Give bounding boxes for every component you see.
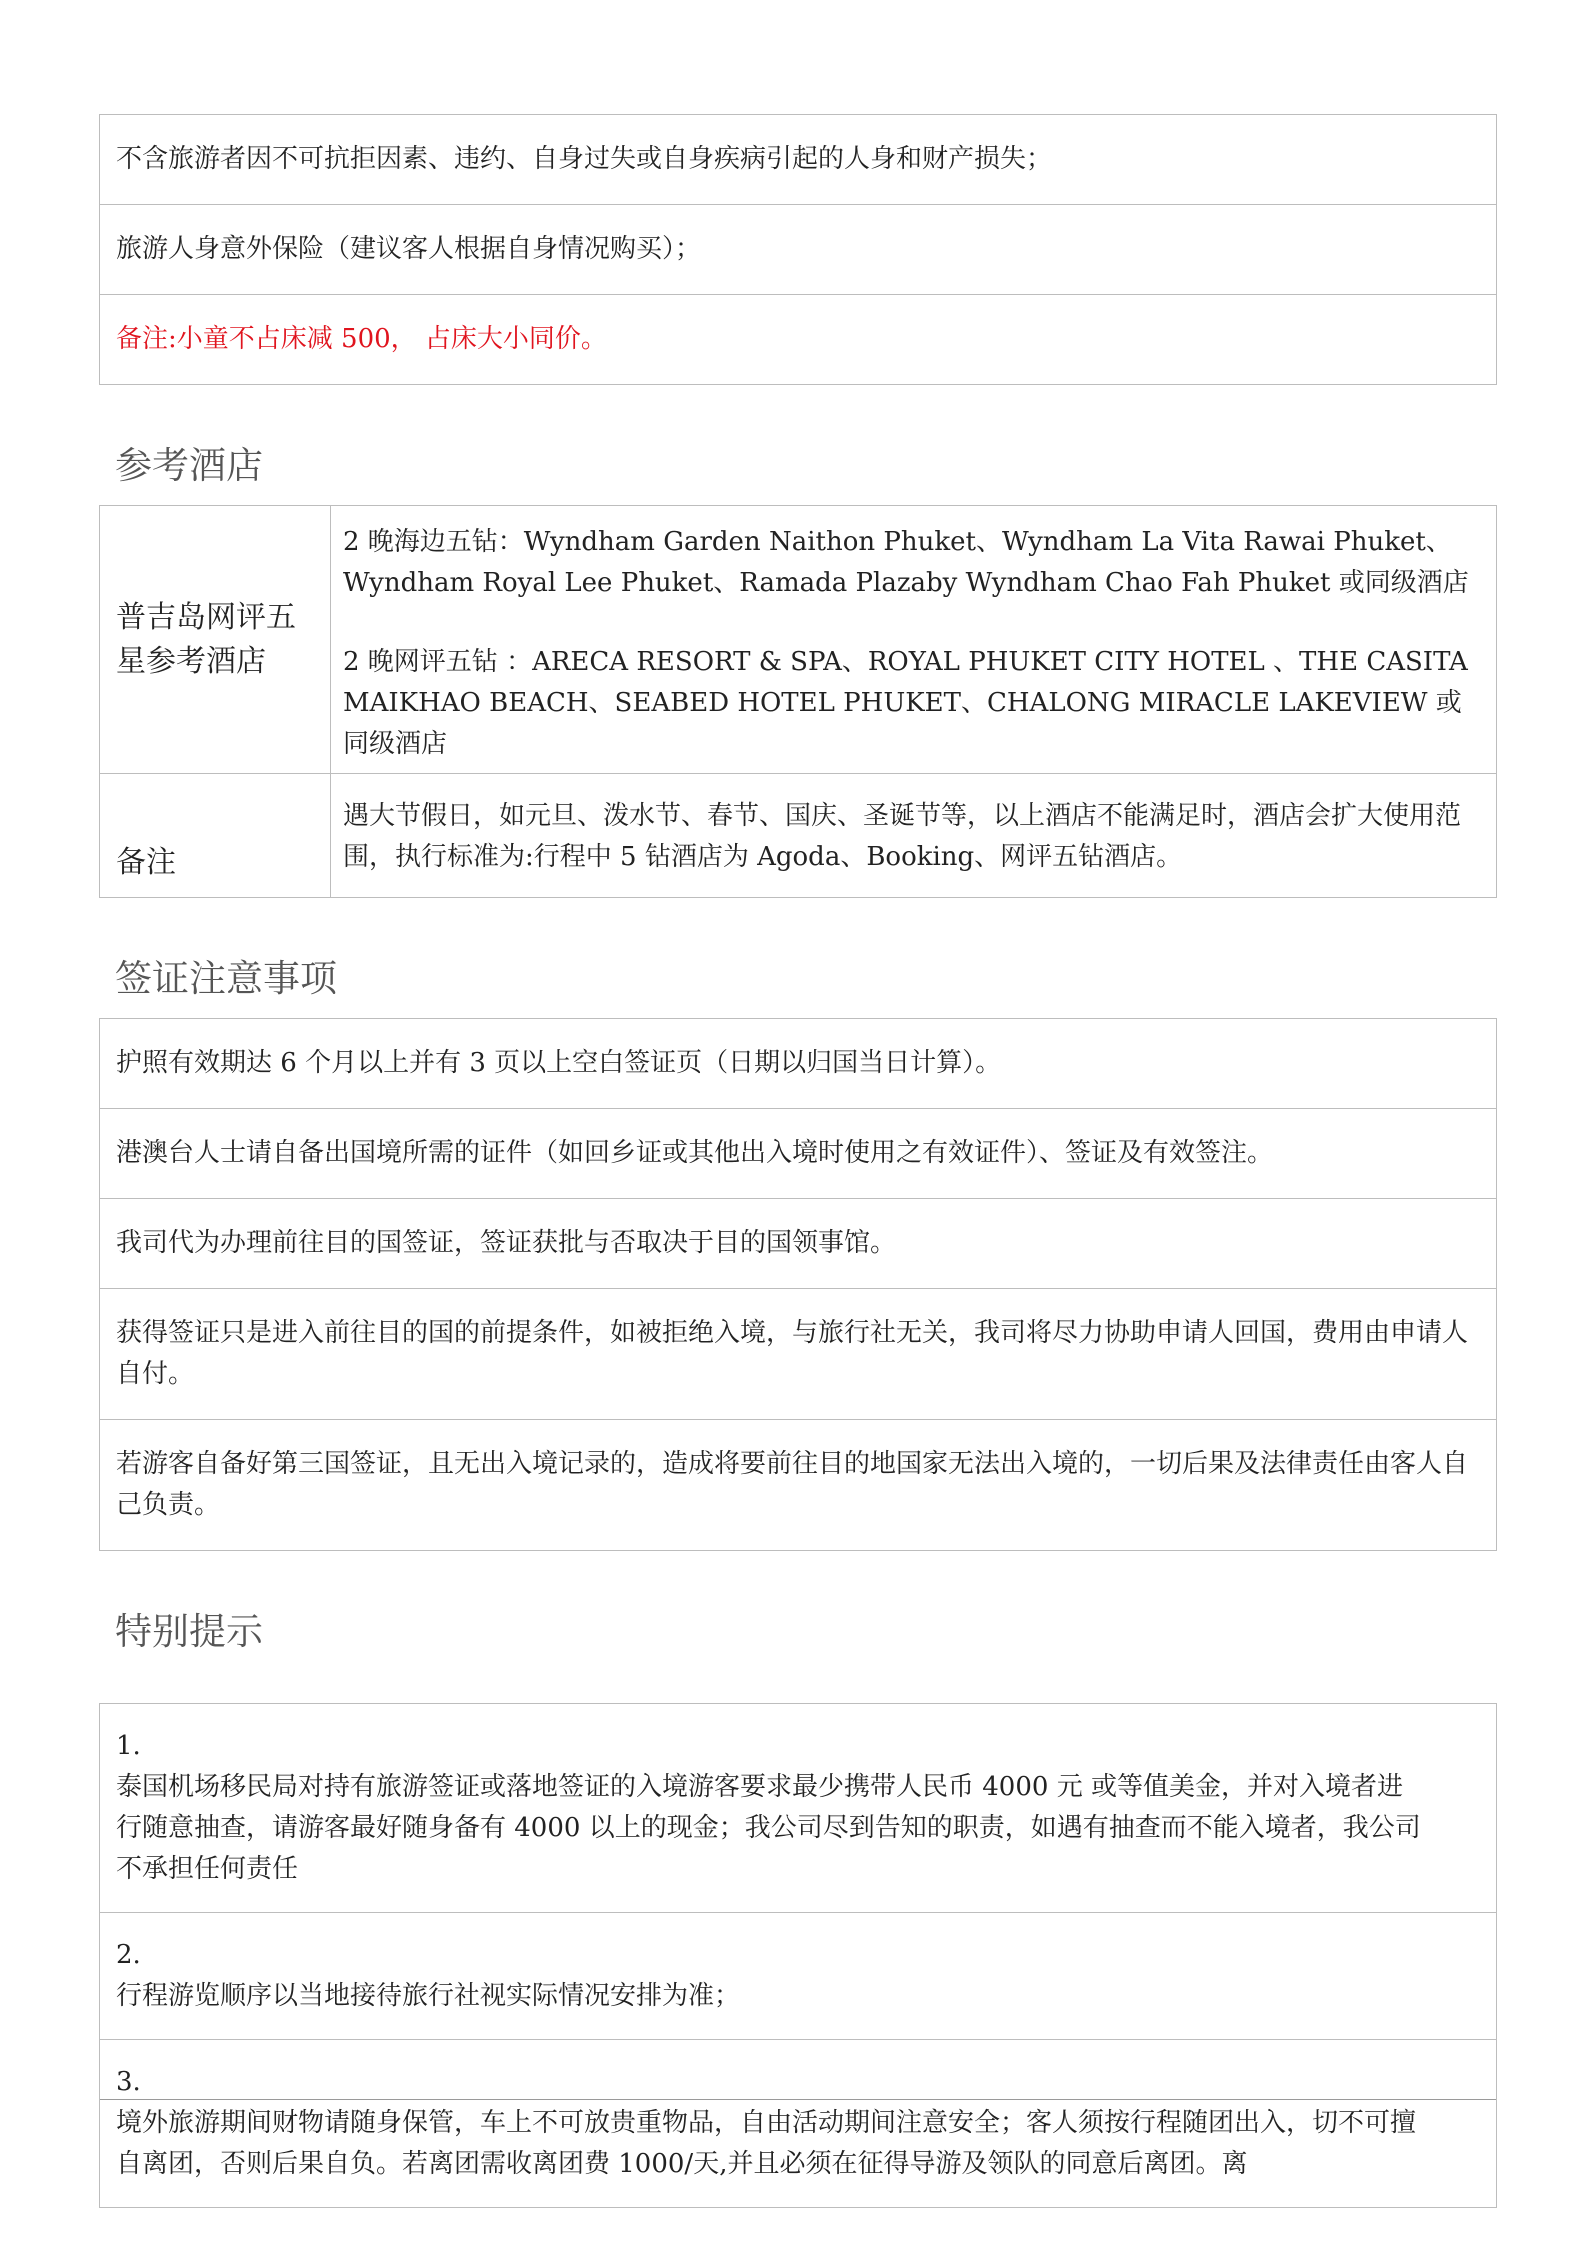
section-title-visa: 签证注意事项 [115, 957, 337, 1000]
hotel-category-label: 普吉岛网评五星参考酒店 [100, 506, 331, 774]
exclusions-table [99, 114, 1497, 385]
tip-item [100, 1704, 1497, 1913]
table-row [100, 774, 1497, 898]
table-row [100, 1019, 1497, 1109]
table-row [100, 1913, 1497, 2040]
tip-text: 泰国机场移民局对持有旅游签证或落地签证的入境游客要求最少携带人民币 4000 元 或等值美金，并对入境者进行随意抽查，请游客最好随身备有 4000 以上的现金；我公司尽到告知的职责，如遇有抽查而不能入境者，我公司不承担任何责任 [116, 1772, 1421, 1884]
table-row [100, 1109, 1497, 1199]
visa-item: 我司代为办理前往目的国签证，签证获批与否取决于目的国领事馆。 [100, 1199, 1497, 1289]
tips-table [99, 1703, 1497, 2208]
hotel-list-cell [331, 506, 1497, 774]
tip-item [100, 2040, 1497, 2208]
tip-text: 行程游览顺序以当地接待旅行社视实际情况安排为准； [116, 1981, 741, 2011]
table-row [100, 1199, 1497, 1289]
section-title-hotels: 参考酒店 [115, 444, 263, 487]
table-row [100, 1420, 1497, 1551]
table-row [100, 205, 1497, 295]
exclusion-item: 不含旅游者因不可抗拒因素、违约、自身过失或自身疾病引起的人身和财产损失； [100, 115, 1497, 205]
hotel-list-paragraph: 2 晚海边五钻：Wyndham Garden Naithon Phuket、Wyndham La Vita Rawai Phuket、Wyndham Royal Lee Phuket、Ramada Plazaby Wyndham Chao Fah Phuket 或同级酒店 [343, 527, 1469, 598]
section-title-tips: 特别提示 [115, 1610, 263, 1653]
visa-table [99, 1018, 1497, 1551]
table-row [100, 506, 1497, 774]
tip-number: 1. [116, 1731, 141, 1761]
hotel-table [99, 505, 1497, 898]
document-page [99, 114, 1497, 1657]
tip-number: 2. [116, 1940, 141, 1970]
exclusion-item: 旅游人身意外保险（建议客人根据自身情况购买）； [100, 205, 1497, 295]
tips-table-viewport [99, 1703, 1497, 2179]
table-row [100, 2040, 1497, 2208]
visa-item: 护照有效期达 6 个月以上并有 3 页以上空白签证页（日期以归国当日计算）。 [100, 1019, 1497, 1109]
remark-note: 备注:小童不占床减 500， 占床大小同价。 [100, 295, 1497, 385]
hotel-remark-text: 遇大节假日，如元旦、泼水节、春节、国庆、圣诞节等，以上酒店不能满足时，酒店会扩大使用范围，执行标准为:行程中 5 钻酒店为 Agoda、Booking、网评五钻酒店。 [343, 800, 1462, 872]
tip-text: 境外旅游期间财物请随身保管，车上不可放贵重物品，自由活动期间注意安全；客人须按行程随团出入，切不可擅自离团，否则后果自负。若离团需收离团费 1000/天,并且必须在征得导游及领队的同意后离团。离 [116, 2108, 1417, 2179]
hotel-remark-label: 备注 [100, 774, 331, 898]
visa-item: 获得签证只是进入前往目的国的前提条件，如被拒绝入境，与旅行社无关，我司将尽力协助申请人回国，费用由申请人自付。 [100, 1289, 1497, 1420]
hotel-remark-cell [331, 774, 1497, 898]
table-row [100, 295, 1497, 385]
visa-item: 若游客自备好第三国签证，且无出入境记录的，造成将要前往目的地国家无法出入境的，一切后果及法律责任由客人自己负责。 [100, 1420, 1497, 1551]
tip-number: 3. [116, 2067, 141, 2097]
tip-item [100, 1913, 1497, 2040]
table-row [100, 1704, 1497, 1913]
visa-item: 港澳台人士请自备出国境所需的证件（如回乡证或其他出入境时使用之有效证件）、签证及有效签注。 [100, 1109, 1497, 1199]
table-row [100, 115, 1497, 205]
table-row [100, 1289, 1497, 1420]
hotel-list-paragraph: 2 晚网评五钻 ：ARECA RESORT & SPA、ROYAL PHUKET CITY HOTEL 、THE CASITA MAIKHAO BEACH、SEABED HOTEL PHUKET、CHALONG MIRACLE LAKEVIEW 或同级酒店 [343, 647, 1468, 759]
